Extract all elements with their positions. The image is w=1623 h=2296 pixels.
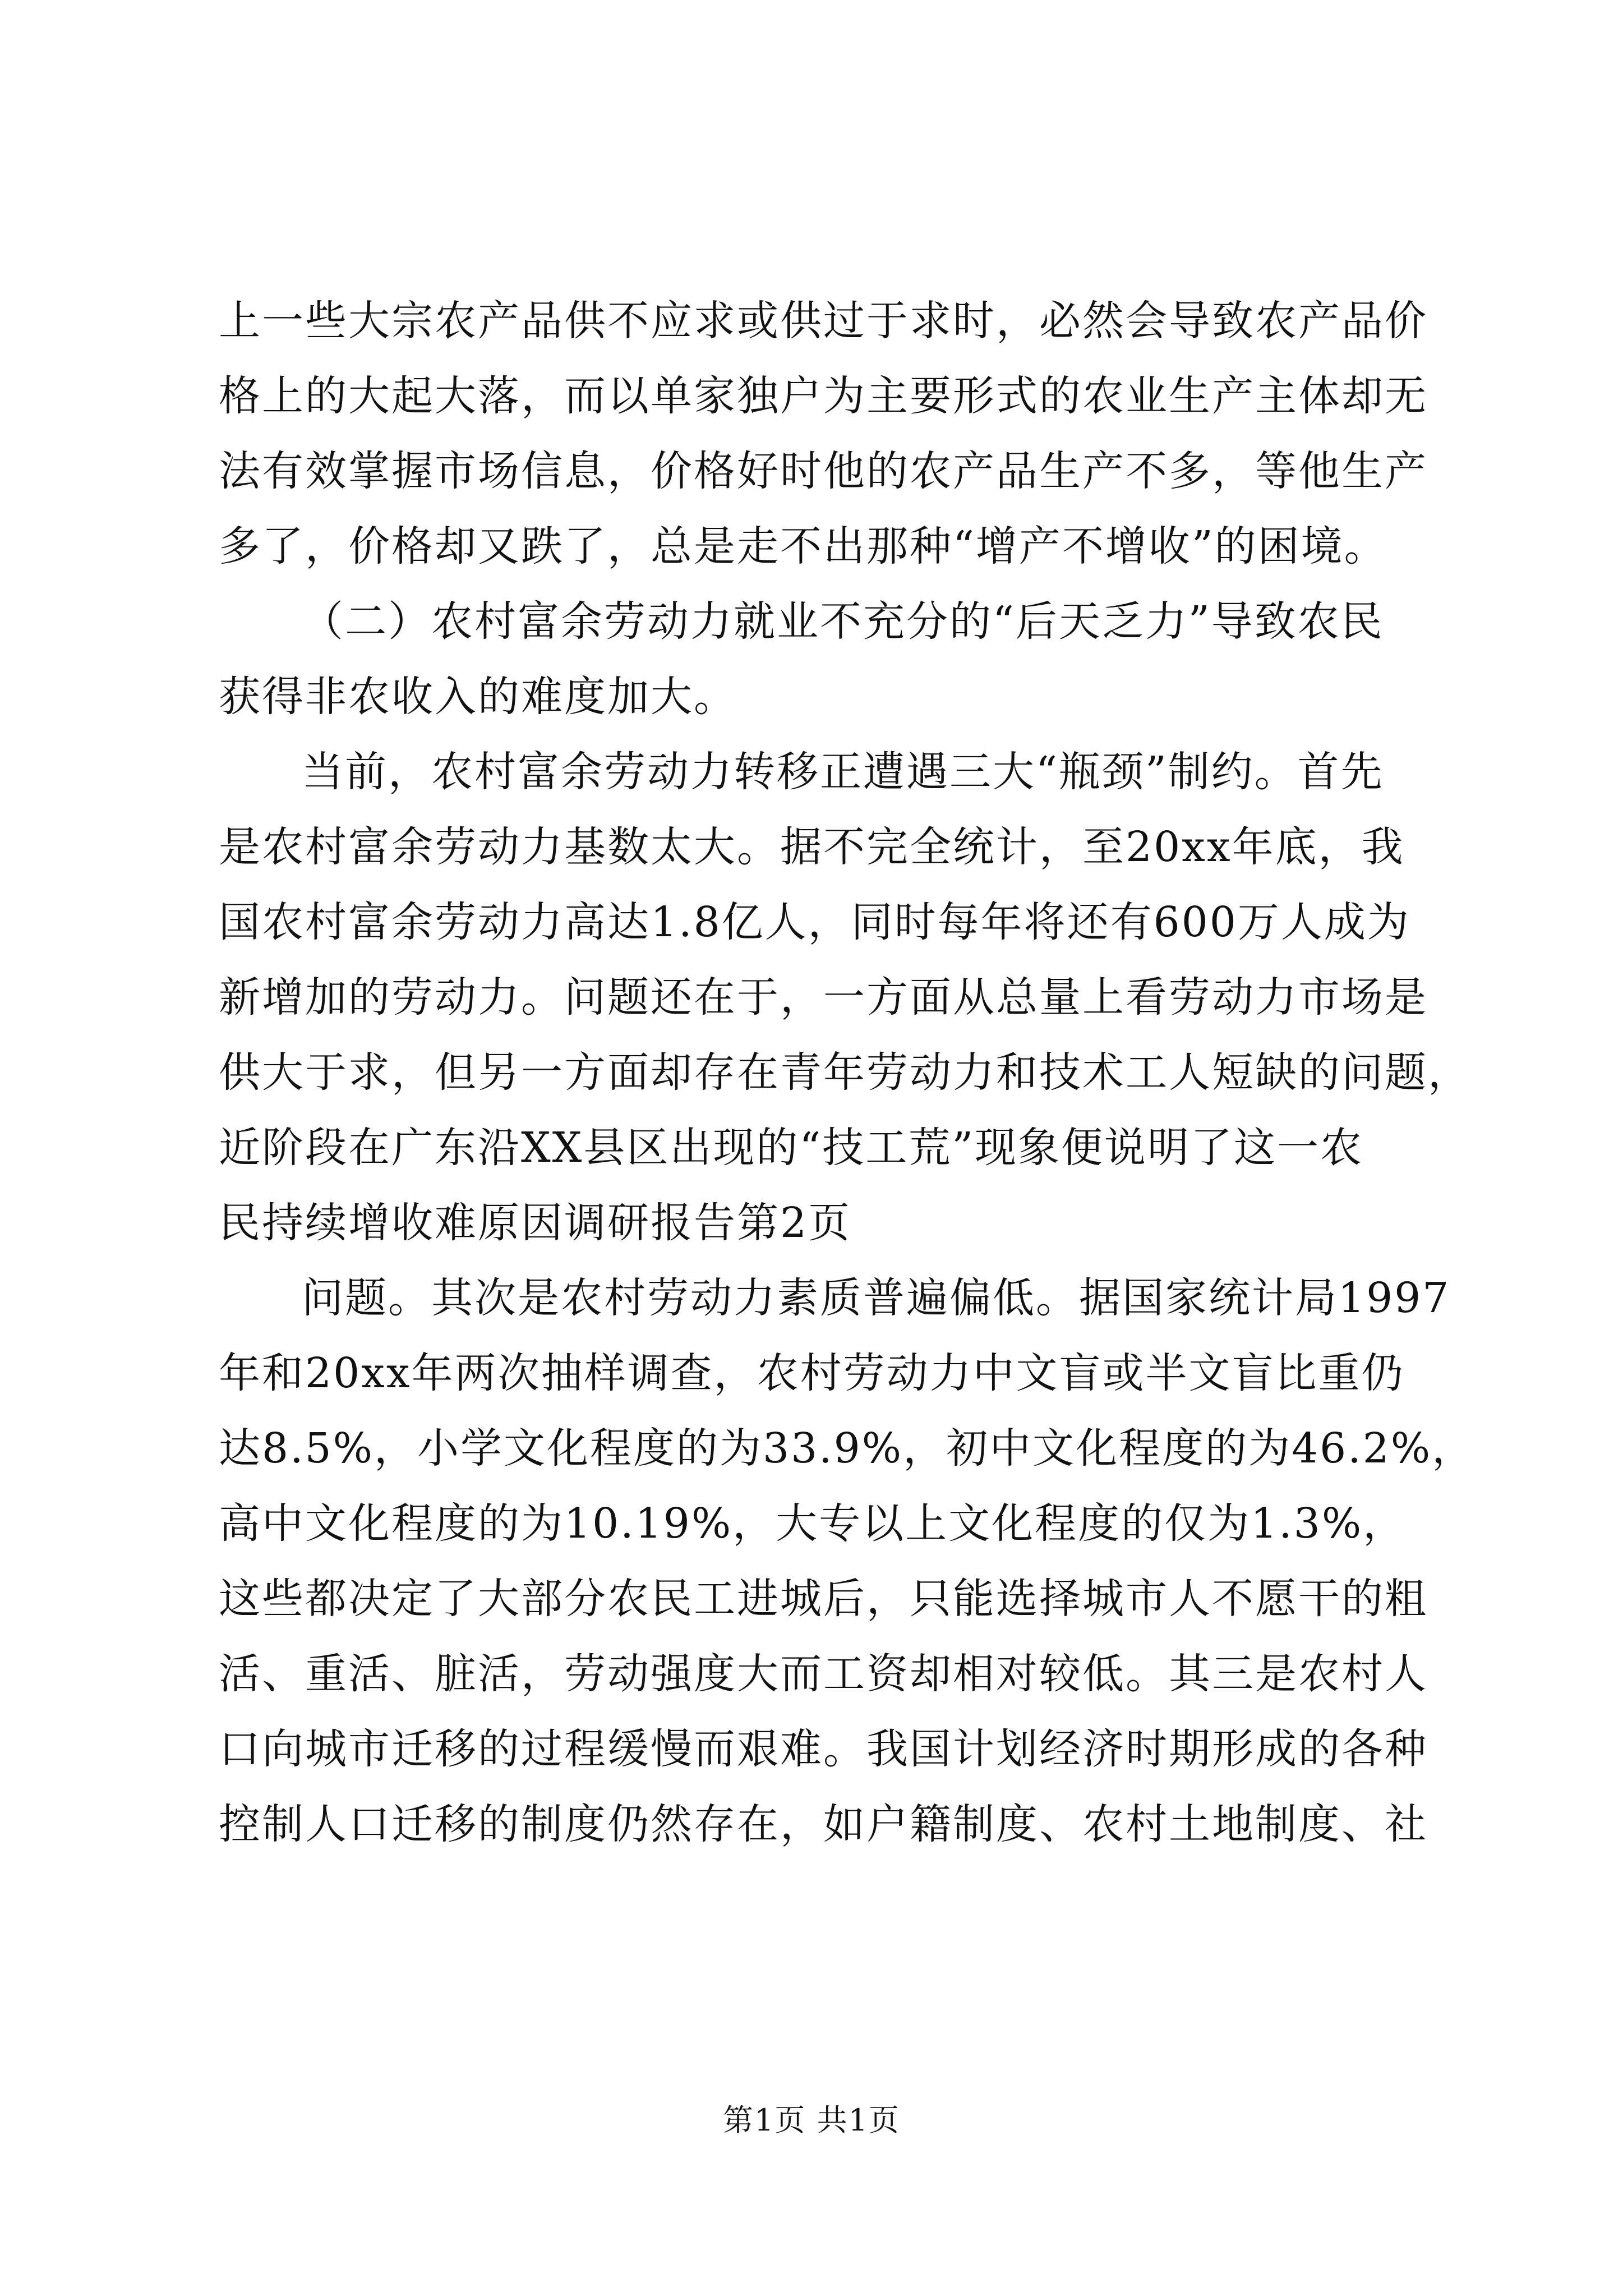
document-body — [219, 283, 1476, 1862]
text-line: 新增加的劳动力。问题还在于，一方面从总量上看劳动力市场是 — [219, 973, 1428, 1022]
text-line: 是农村富余劳动力基数太大。据不完全统计，至20xx年底，我 — [219, 823, 1405, 871]
text-line: 上一些大宗农产品供不应求或供过于求时，必然会导致农产品价 — [219, 297, 1428, 345]
section-heading-line: （二）农村富余劳动力就业不充分的“后天乏力”导致农民 — [302, 597, 1384, 646]
text-line: 达8.5%，小学文化程度的为33.9%，初中文化程度的为46.2%， — [219, 1424, 1476, 1473]
text-line: 问题。其次是农村劳动力素质普遍偏低。据国家统计局1997 — [302, 1274, 1451, 1322]
text-line: 多了，价格却又跌了，总是走不出那种“增产不增收”的困境。 — [219, 522, 1387, 570]
text-line: 当前，农村富余劳动力转移正遭遇三大“瓶颈”制约。首先 — [302, 748, 1384, 796]
text-line: 法有效掌握市场信息，价格好时他的农产品生产不多，等他生产 — [219, 447, 1428, 495]
page-footer: 第1页 共1页 — [723, 2102, 900, 2138]
text-line: 这些都决定了大部分农民工进城后，只能选择城市人不愿干的粗 — [219, 1575, 1428, 1623]
text-line: 格上的大起大落，而以单家独户为主要形式的农业生产主体却无 — [219, 372, 1428, 420]
text-line: 近阶段在广东沿XX县区出现的“技工荒”现象便说明了这一农 — [219, 1124, 1364, 1172]
text-line: 活、重活、脏活，劳动强度大而工资却相对较低。其三是农村人 — [219, 1650, 1428, 1698]
text-line: 年和20xx年两次抽样调查，农村劳动力中文盲或半文盲比重仍 — [219, 1349, 1405, 1397]
text-line: 控制人口迁移的制度仍然存在，如户籍制度、农村土地制度、社 — [219, 1800, 1428, 1848]
text-line: 供大于求，但另一方面却存在青年劳动力和技术工人短缺的问题， — [219, 1048, 1471, 1097]
text-line: 民持续增收难原因调研报告第2页 — [219, 1199, 852, 1247]
text-line: 高中文化程度的为10.19%，大专以上文化程度的仅为1.3%， — [219, 1499, 1407, 1548]
text-line: 口向城市迁移的过程缓慢而艰难。我国计划经济时期形成的各种 — [219, 1725, 1428, 1773]
section-heading-line: 获得非农收入的难度加大。 — [219, 673, 737, 721]
text-line: 国农村富余劳动力高达1.8亿人，同时每年将还有600万人成为 — [219, 898, 1410, 946]
